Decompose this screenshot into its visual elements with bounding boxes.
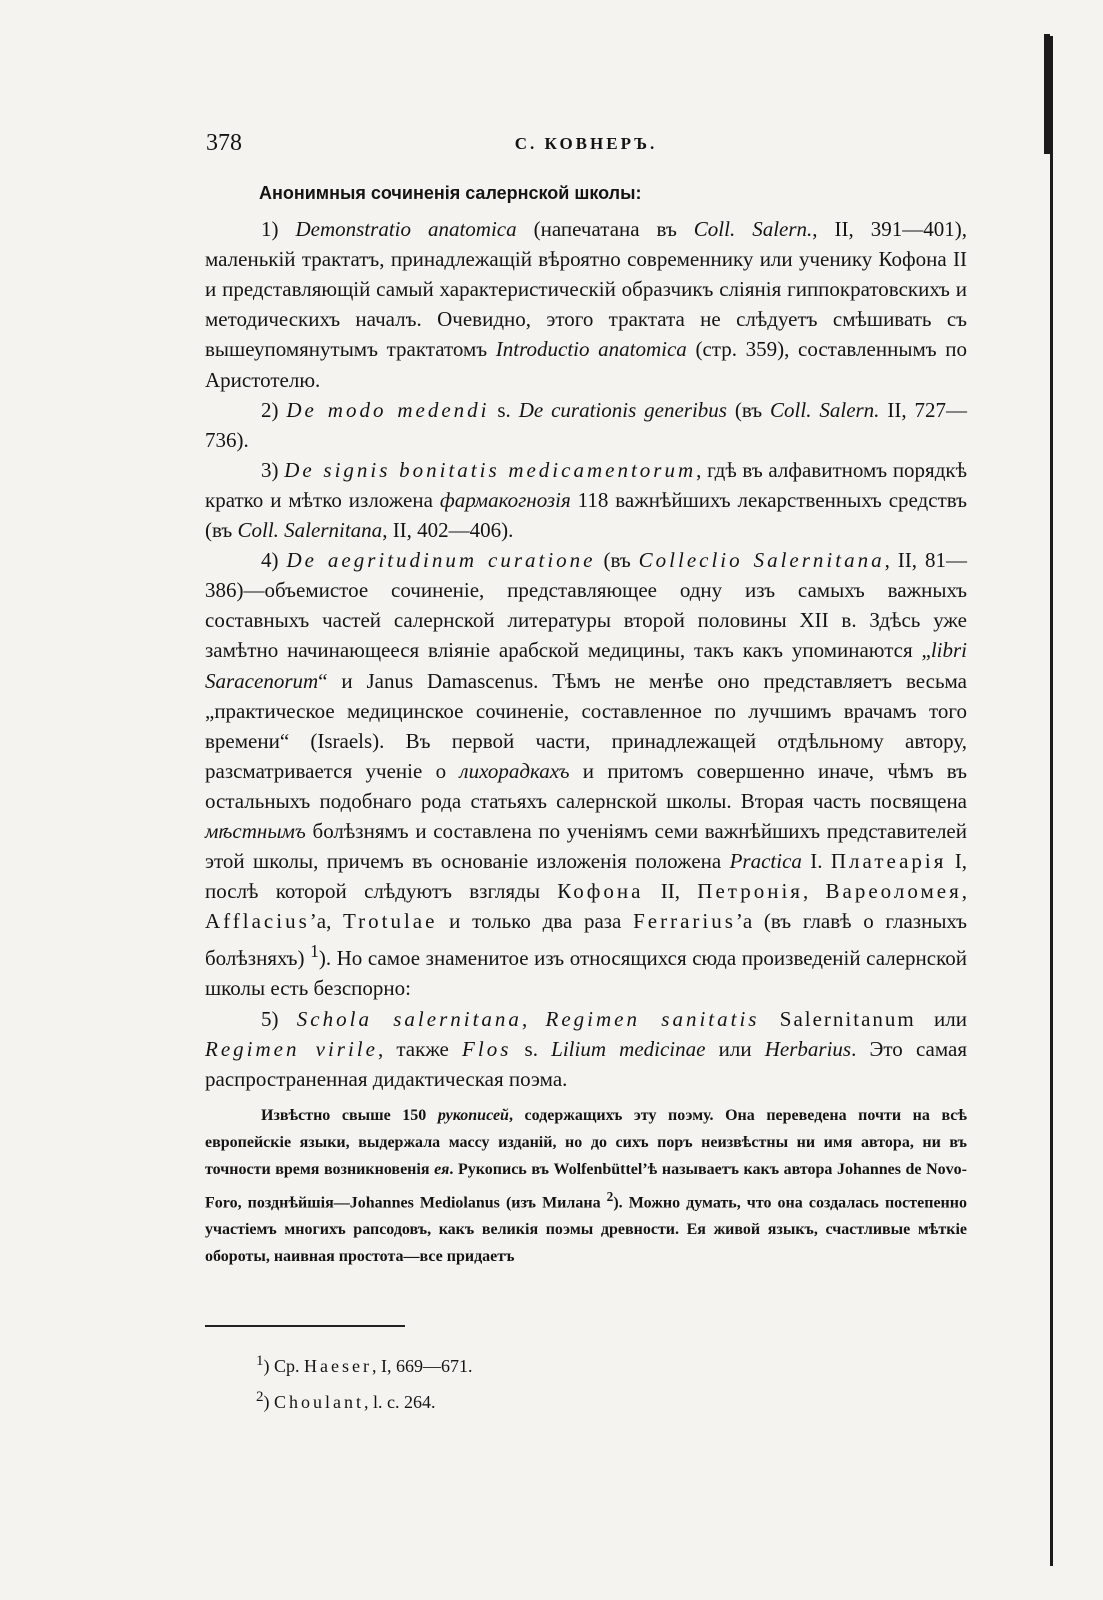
collection-title: Coll. Salern.: [770, 397, 880, 422]
work-title: De curationis generibus: [518, 397, 727, 422]
item-number: 4): [261, 548, 287, 573]
text: “ и Janus Damascenus. Тѣмъ не менѣе оно представляетъ весьма „практическое медицинское сочиненіе, составленное по лучшимъ врачамъ того времени“ (Israels). Въ первой части, принадлежащей отдѣльному автору, разсматривается ученіе о: [205, 668, 967, 783]
text: . Это самая распространенная дидактическая поэма.: [205, 1036, 967, 1091]
text: , содержащихъ эту поэму. Она переведена почти на всѣ европейскіе языки, выдержала массу изданій, но до сихъ поръ неизвѣстны ни имя автора, ни въ точности время возникновенія: [205, 1106, 967, 1178]
work-title: Schola salernitana: [296, 1006, 522, 1031]
work-title: Herbarius: [764, 1036, 852, 1061]
footnote-number: 2: [256, 1389, 264, 1405]
text: ’а (въ главѣ о глазныхъ болѣзняхъ): [205, 909, 967, 971]
emphasis-term: мѣстнымъ: [205, 818, 306, 843]
text: ,: [802, 879, 826, 904]
text: I.: [801, 849, 831, 874]
text: , I, 669—671.: [371, 1356, 473, 1376]
author-name: Haeser: [304, 1356, 372, 1376]
item-5: [205, 1004, 967, 1094]
text: , l. c. 264.: [364, 1392, 436, 1412]
text: II,: [643, 879, 698, 904]
text: I, послѣ которой слѣдуютъ взгляды: [205, 849, 967, 904]
item-number: 2): [261, 397, 287, 422]
text: и притомъ совершенно иначе, чѣмъ въ остальныхъ подобнаго рода статьяхъ салернской школы. Вторая часть посвящена: [205, 758, 967, 813]
emphasis-term: фармакогнозія: [439, 487, 571, 512]
item-number: 3): [261, 457, 285, 482]
text: , также: [377, 1036, 463, 1061]
small-print-note: [205, 1102, 967, 1270]
author-name: Вареоломея: [825, 879, 962, 904]
footnote-rule: [205, 1325, 405, 1327]
footnote-marker: 2: [606, 1188, 614, 1204]
work-title: Practica: [729, 849, 802, 874]
author-name: Петронія: [697, 879, 803, 904]
emphasis-term: лихорадкахъ: [459, 758, 570, 783]
quoted-title: libri Saracenorum: [205, 638, 967, 693]
author-name: Afflacius: [205, 909, 310, 934]
work-title: Salernitanum: [759, 1006, 916, 1031]
text: ). Но самое знаменитое изъ относящихся сюда произведеній салернской школы есть безспорно:: [205, 946, 967, 1001]
text: ,: [521, 1006, 546, 1031]
text: (стр. 359), составленнымъ по Аристотелю.: [205, 337, 967, 392]
emphasis-term: ея: [434, 1160, 450, 1178]
item-4: [205, 545, 967, 1003]
item-number: 1): [261, 217, 296, 242]
text: , II, 391—401), маленькій трактатъ, принадлежащій вѣроятно современнику или ученику Кофона II и представляющій самый характеристическій образчикъ слiянія гиппократовскихъ и методическихъ началъ. Очевидно, этого трактата не слѣдуетъ смѣшивать съ вышеупомянутымъ трактатомъ: [205, 217, 967, 362]
author-name: Платеарія: [830, 849, 947, 874]
section-heading: Анонимныя сочиненія салернской школы:: [259, 183, 642, 203]
text: , II, 81—386)—объемистое сочиненіе, представляющее одну изъ самыхъ важныхъ составныхъ частей салернской литературы второй половины XII в. Здѣсь уже замѣтно начинающееся вліяніе арабской медицины, такъ какъ упоминаются „: [205, 548, 967, 663]
work-title: De modo medendi: [286, 397, 490, 422]
footnote-marker: 1: [310, 941, 319, 962]
text: 118 важнѣйшихъ лекарственныхъ средствъ (въ: [205, 487, 967, 543]
page-number: 378: [206, 130, 242, 156]
text: (въ: [595, 548, 639, 573]
text: s.: [511, 1036, 552, 1061]
text: , гдѣ въ алфавитномъ порядкѣ кратко и мѣтко изложена: [205, 457, 968, 512]
footnotes: [256, 1346, 856, 1418]
text: болѣзнямъ и составлена по ученіямъ семи важнѣйшихъ представителей этой школы, причемъ въ основаніе изложенія положена: [205, 818, 967, 874]
item-number: 5): [261, 1006, 297, 1031]
item-3: [205, 455, 967, 545]
work-title: Flos: [462, 1036, 512, 1061]
footnote-1: [256, 1346, 856, 1382]
text: ). Можно думать, что она создалась постепенно участіемъ многихъ рапсодовъ, какъ великія поэмы древности. Ея живой языкъ, счастливые мѣткіе обороты, наивная простота—все придаетъ: [205, 1194, 967, 1266]
text: ’а,: [309, 909, 344, 934]
author-name: Кофона: [557, 879, 644, 904]
collection-title: Coll. Salern.: [693, 217, 813, 242]
work-title: Demonstratio anatomica: [295, 217, 517, 242]
work-title: Lilium medicinae: [551, 1036, 706, 1061]
page-header: [206, 130, 966, 166]
text: (напечатана въ: [516, 217, 694, 242]
text: , II, 402—406).: [382, 518, 514, 543]
item-2: [205, 395, 967, 455]
author-name: Choulant: [274, 1392, 364, 1412]
text: ) Ср.: [263, 1356, 304, 1376]
text: или: [705, 1036, 765, 1061]
work-title: Introductio anatomica: [495, 337, 687, 362]
text: и только два раза: [437, 909, 634, 934]
text: . Рукопись въ Wolfenbüttel’ѣ называетъ какъ автора Johannes de Novo-Foro, позднѣйшія—Johannes Mediolanus (изъ Милана: [205, 1160, 967, 1212]
text: (въ: [726, 397, 771, 422]
body-text: [205, 178, 967, 1270]
text: ): [263, 1392, 274, 1412]
work-title: Regimen sanitatis: [545, 1006, 760, 1031]
emphasis-term: рукописей: [437, 1106, 509, 1124]
work-title: De signis bonitatis medicamentorum: [284, 457, 697, 482]
item-1: [205, 214, 967, 395]
text: ,: [961, 879, 967, 904]
collection-title: Coll. Salernitana: [237, 518, 383, 543]
author-name: Trotulae: [343, 909, 438, 934]
work-title: Regimen virile: [205, 1036, 378, 1061]
text: Извѣстно свыше 150: [261, 1106, 438, 1124]
text: или: [915, 1006, 968, 1031]
work-title: De aegritudinum curatione: [286, 548, 596, 573]
collection-title: Colleclio Salernitana: [638, 548, 885, 573]
running-head: С. КОВНЕРЪ.: [514, 134, 658, 153]
footnote-2: [256, 1382, 856, 1418]
footnote-number: 1: [256, 1353, 264, 1369]
text: II, 727—736).: [205, 397, 967, 452]
text: s.: [489, 397, 519, 422]
author-name: Ferrarius: [633, 909, 736, 934]
scan-edge-line: [1050, 36, 1053, 1566]
